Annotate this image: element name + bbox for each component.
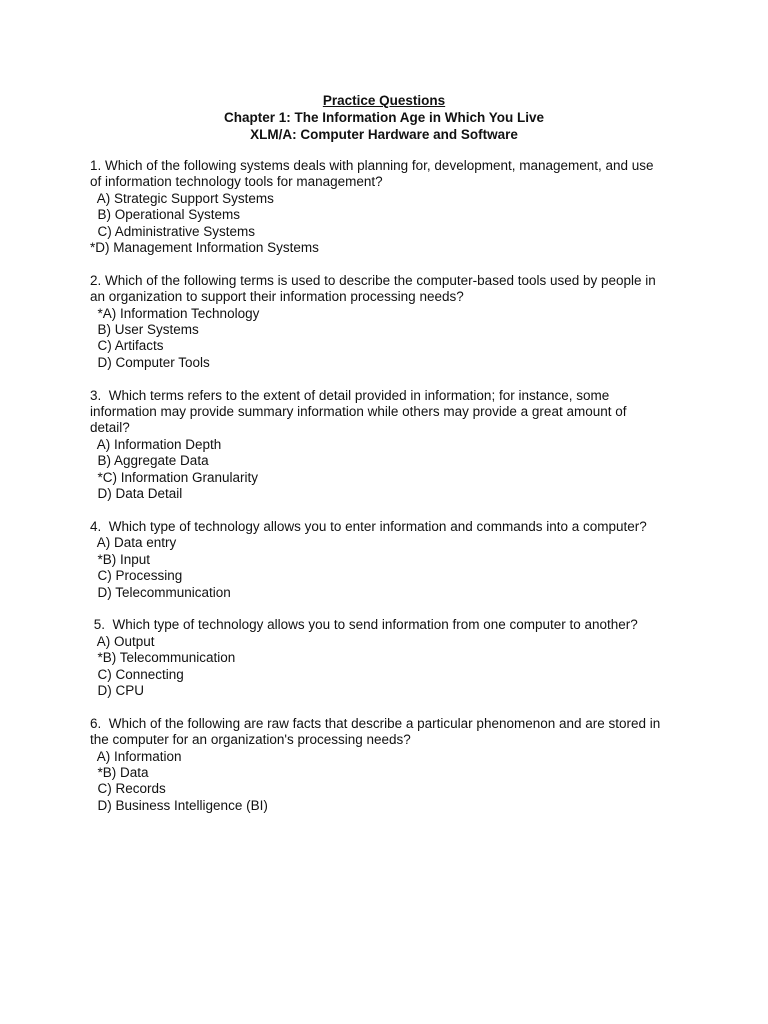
answer-choice: C) Administrative Systems xyxy=(90,223,256,239)
question-1 xyxy=(90,158,690,256)
answer-choice: D) Data Detail xyxy=(90,486,183,502)
question-2 xyxy=(90,273,690,371)
answer-choice: D) Business Intelligence (BI) xyxy=(90,797,268,813)
question-5 xyxy=(90,617,690,699)
answer-choice: *A) Information Technology xyxy=(90,305,260,321)
question-text: 5. Which type of technology allows you to send information from one computer to another? xyxy=(90,617,638,633)
answer-choice: A) Output xyxy=(90,633,155,649)
answer-choice: D) Computer Tools xyxy=(90,354,210,370)
question-text: 4. Which type of technology allows you to enter information and commands into a computer? xyxy=(90,518,647,534)
answer-choice: B) Aggregate Data xyxy=(90,453,209,469)
question-4 xyxy=(90,519,690,601)
answer-choice: D) Telecommunication xyxy=(90,584,231,600)
answer-choice: A) Data entry xyxy=(90,535,177,551)
question-6 xyxy=(90,716,690,814)
question-text: 3. Which terms refers to the extent of detail provided in information; for instance, some information may provide summary information while others may provide a great amount of detail? xyxy=(90,387,627,436)
question-text: 1. Which of the following systems deals with planning for, development, management, and use of information technology tools for management? xyxy=(90,158,654,190)
document-header xyxy=(0,92,768,143)
question-text: 2. Which of the following terms is used to describe the computer-based tools used by people in an organization to support their information processing needs? xyxy=(90,272,656,305)
course-subtitle: XLM/A: Computer Hardware and Software xyxy=(250,127,518,142)
question-3 xyxy=(90,388,690,503)
answer-choice: *B) Telecommunication xyxy=(90,650,236,666)
answer-choice: B) Operational Systems xyxy=(90,207,241,223)
answer-choice: D) CPU xyxy=(90,682,144,698)
question-text: 6. Which of the following are raw facts that describe a particular phenomenon and are stored in the computer for an organization's processing needs? xyxy=(90,715,661,748)
answer-choice: C) Records xyxy=(90,781,166,797)
answer-choice: A) Information xyxy=(90,748,182,764)
answer-choice: A) Information Depth xyxy=(90,436,222,452)
answer-choice: C) Artifacts xyxy=(90,338,164,354)
answer-choice: C) Processing xyxy=(90,568,183,584)
document-title: Practice Questions xyxy=(322,93,446,108)
answer-choice: *D) Management Information Systems xyxy=(90,240,319,256)
answer-choice: C) Connecting xyxy=(90,666,184,682)
answer-choice: B) User Systems xyxy=(90,322,199,338)
answer-choice: A) Strategic Support Systems xyxy=(90,190,274,206)
answer-choice: *C) Information Granularity xyxy=(90,469,259,485)
answer-choice: *B) Input xyxy=(90,551,151,567)
chapter-heading: Chapter 1: The Information Age in Which You Live xyxy=(223,110,545,125)
answer-choice: *B) Data xyxy=(90,764,149,780)
question-list xyxy=(90,158,690,831)
